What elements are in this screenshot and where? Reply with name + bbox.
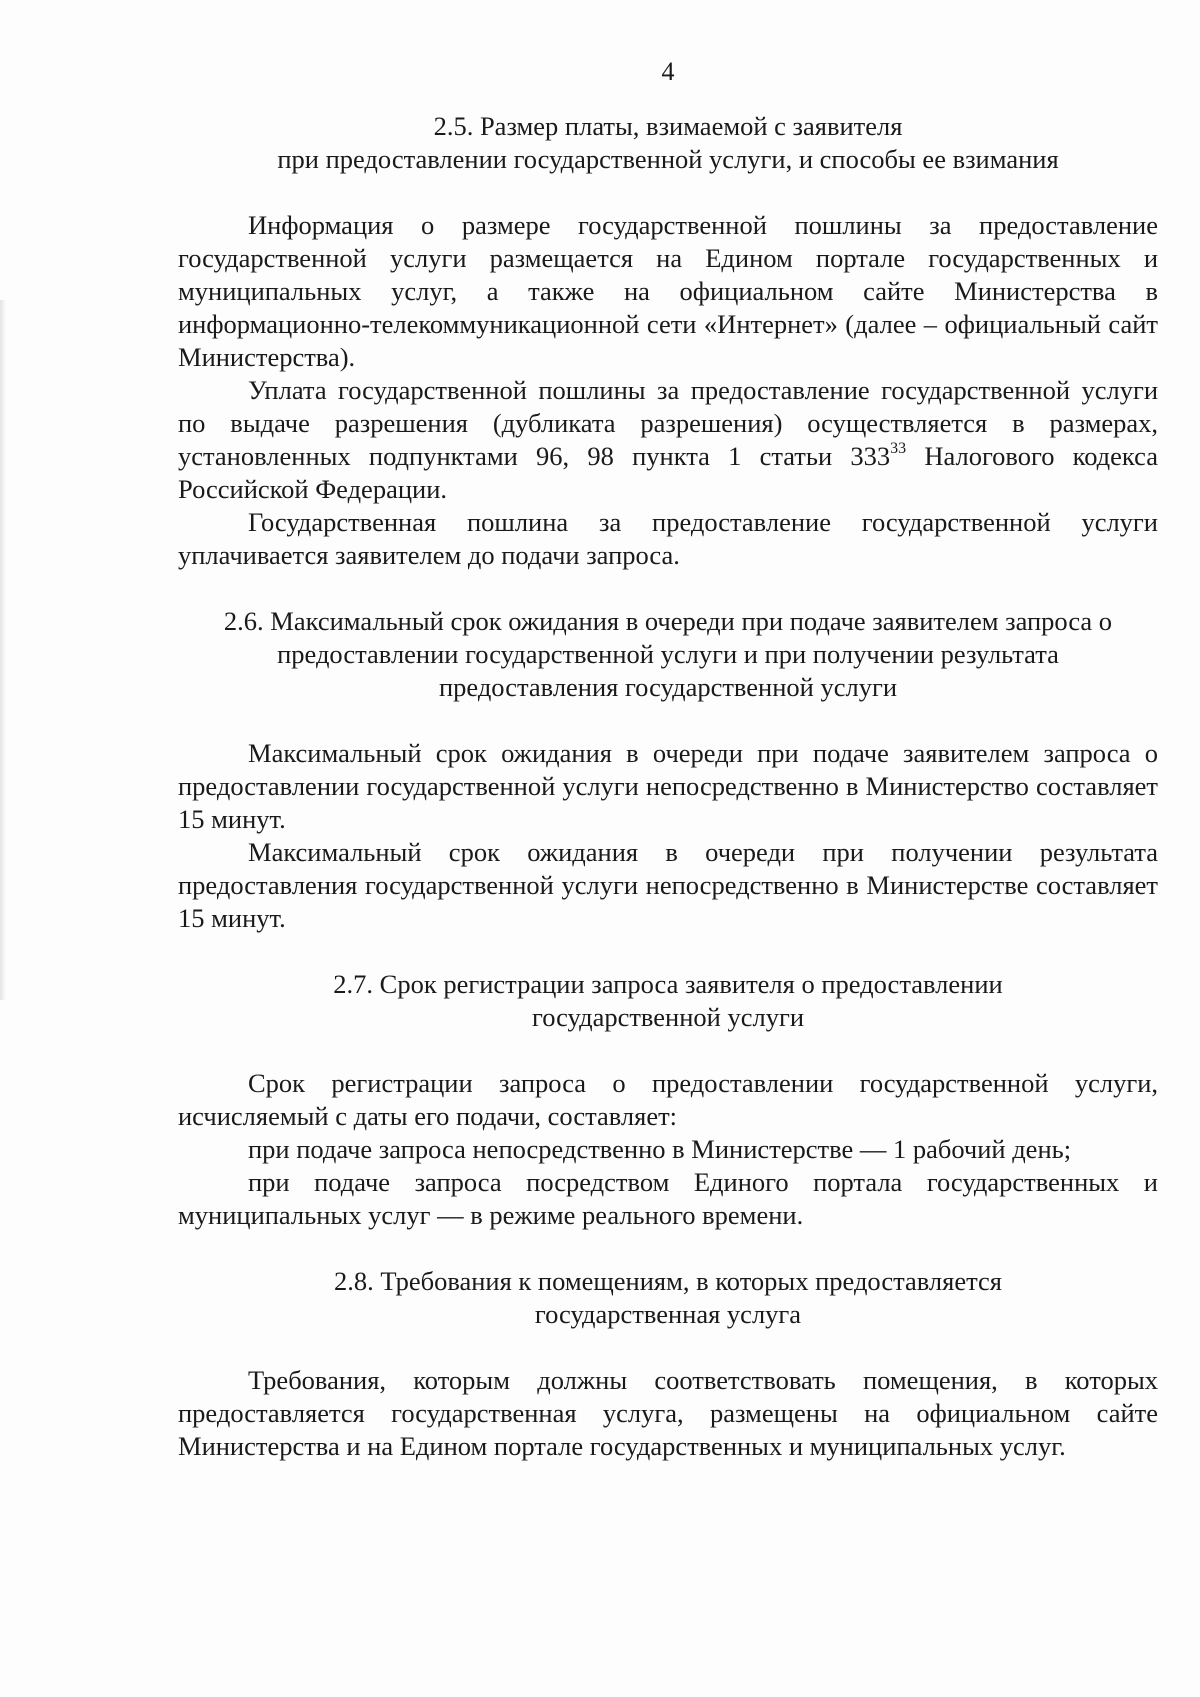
paragraph: Требования, которым должны соответствовать помещения, в которых предоставляется государственная услуга, размещены на официальном сайте Министерства и на Едином портале государственных и муниципальных услуг. — [178, 1365, 1158, 1461]
section-2-7 — [178, 968, 1158, 1232]
paragraph — [178, 374, 1158, 506]
page-number: 4 — [661, 57, 675, 86]
scan-shadow — [0, 300, 6, 1000]
paragraph: Государственная пошлина за предоставление государственной услуги уплачивается заявителем до подачи запроса. — [178, 507, 1158, 570]
paragraph: Максимальный срок ожидания в очереди при подаче заявителем запроса о предоставлении государственной услуги непосредственно в Министерство составляет 15 минут. — [178, 738, 1158, 834]
section-2-8 — [178, 1265, 1158, 1463]
section-heading — [178, 1265, 1158, 1331]
paragraph: Информация о размере государственной пошлины за предоставление государственной услуги размещается на Едином портале государственных и муниципальных услуг, а также на официальном сайте Министерства в информационно-телекоммуникационной сети «Интернет» (далее – официальный сайт Министерства). — [178, 210, 1158, 372]
paragraph: при подаче запроса непосредственно в Министерстве — 1 рабочий день; — [248, 1134, 1072, 1164]
paragraph: при подаче запроса посредством Единого портала государственных и муниципальных услуг — в режиме реального времени. — [178, 1167, 1158, 1230]
heading-line: 2.8. Требования к помещениям, в которых предоставляется — [334, 1266, 1002, 1296]
heading-line: государственной услуги — [531, 1002, 805, 1032]
section-2-5 — [178, 110, 1158, 572]
heading-line: предоставления государственной услуги — [438, 672, 898, 702]
heading-line: 2.6. Максимальный срок ожидания в очереди при подаче заявителем запроса о — [223, 606, 1113, 636]
footnote-superscript: 33 — [890, 440, 907, 458]
section-heading — [178, 605, 1158, 704]
section-heading — [178, 110, 1158, 176]
paragraph: Максимальный срок ожидания в очереди при получении результата предоставления государственной услуги непосредственно в Министерстве составляет 15 минут. — [178, 837, 1158, 933]
document-body — [178, 55, 1158, 1463]
paragraph-text: Уплата государственной пошлины за предоставление государственной услуги по выдаче разрешения (дубликата разрешения) осуществляется в размерах, установленных подпунктами 96, 98 пункта 1 статьи 333 — [178, 375, 1158, 471]
section-heading — [178, 968, 1158, 1034]
heading-line: предоставлении государственной услуги и при получении результата — [277, 639, 1059, 669]
heading-line: государственная услуга — [534, 1299, 802, 1329]
heading-line: 2.5. Размер платы, взимаемой с заявителя — [433, 111, 903, 141]
heading-line: 2.7. Срок регистрации запроса заявителя о предоставлении — [333, 969, 1003, 999]
paragraph-text: Налогового кодекса Российской Федерации. — [178, 441, 1158, 504]
paragraph: Срок регистрации запроса о предоставлении государственной услуги, исчисляемый с даты его подачи, составляет: — [178, 1068, 1158, 1131]
section-2-6 — [178, 605, 1158, 935]
heading-line: при предоставлении государственной услуги, и способы ее взимания — [277, 144, 1059, 174]
